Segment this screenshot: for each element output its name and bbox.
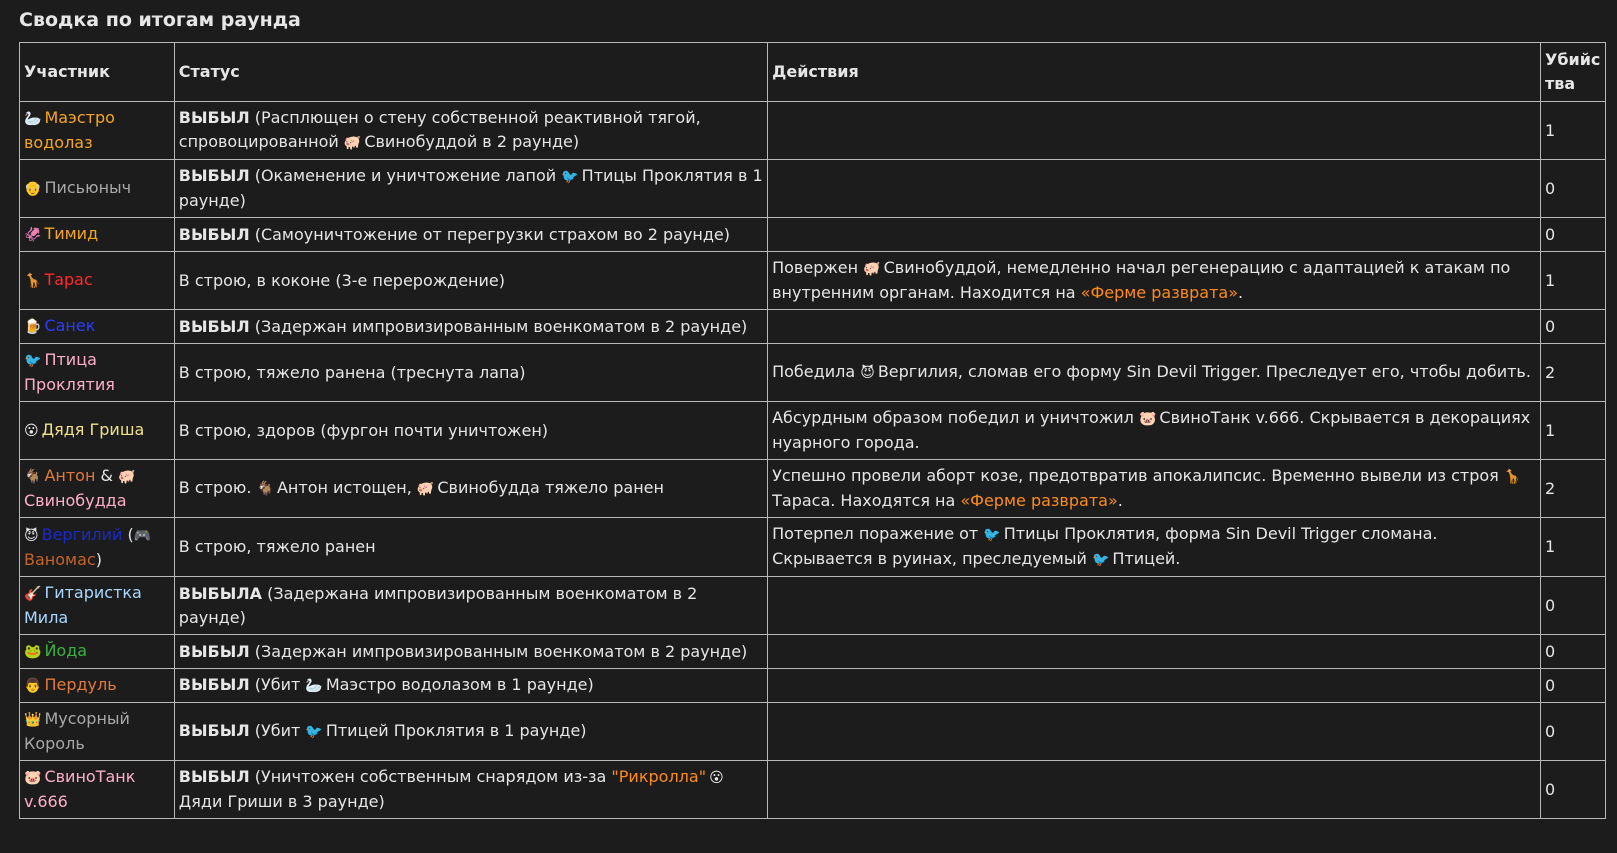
header-actions: Действия — [768, 43, 1541, 102]
status-label: ВЫБЫЛ — [178, 675, 250, 694]
bird-icon: 🐦 — [561, 169, 579, 185]
status-text: (Окаменение и уничтожение лапой — [249, 166, 562, 185]
actions-cell — [768, 102, 1541, 160]
status-text: (Расплющен о стену собственной реактивной тягой, спровоцированной — [178, 108, 701, 151]
table-row — [20, 460, 1606, 518]
kills-cell: 2 — [1540, 344, 1605, 402]
kills-cell: 2 — [1540, 460, 1605, 518]
header-kills: Убийства — [1540, 43, 1605, 102]
page-title: Сводка по итогам раунда — [19, 9, 301, 31]
participant-cell — [20, 703, 175, 761]
actions-text: Птицей. — [1112, 549, 1181, 568]
participant-name: Гитаристка Мила — [24, 583, 142, 627]
status-cell — [174, 635, 767, 669]
ampersand: & — [95, 466, 119, 485]
table-row — [20, 252, 1606, 310]
header-participant: Участник — [20, 43, 175, 102]
participant-name: Мусорный Король — [24, 709, 130, 753]
goat-icon: 🐐 — [256, 481, 274, 497]
status-text: (Задержан импровизированным военкоматом в 2 раунде) — [249, 316, 748, 336]
actions-text: . — [1117, 491, 1123, 510]
participant-cell — [20, 518, 175, 577]
participant-name: Птица Проклятия — [24, 350, 115, 394]
frog-icon: 🐸 — [24, 644, 42, 660]
farm-link[interactable]: «Ферме разврата» — [960, 491, 1118, 510]
crown-icon: 👑 — [24, 712, 42, 728]
participant-cell — [20, 310, 175, 344]
actions-cell — [768, 635, 1541, 669]
farm-link[interactable]: «Ферме разврата» — [1080, 283, 1239, 302]
swan-icon: 🦢 — [305, 678, 323, 694]
pig-face-icon: 🐷 — [24, 770, 42, 786]
participant-cell — [20, 252, 175, 310]
actions-cell — [768, 460, 1541, 518]
bird-icon: 🐦 — [305, 724, 323, 740]
actions-text: Абсурдным образом победил и уничтожил — [772, 408, 1139, 427]
squid-icon: 🦑 — [24, 227, 42, 243]
devil-icon: 😈 — [24, 527, 39, 544]
status-cell: В строю, тяжело ранен — [174, 518, 767, 577]
table-row — [20, 518, 1606, 577]
kills-cell: 0 — [1540, 669, 1605, 703]
bird-icon: 🐦 — [1091, 552, 1110, 568]
status-cell — [174, 102, 767, 160]
actions-text: Вергилия, сломав его форму Sin Devil Trigger. Преследует его, чтобы добить. — [877, 362, 1531, 381]
participant-name: Йода — [44, 641, 88, 660]
old-man-icon: 👴 — [24, 181, 42, 197]
table-header-row — [20, 43, 1606, 102]
beer-icon: 🍺 — [24, 319, 42, 335]
pig-icon: 🐖 — [416, 481, 435, 497]
kills-cell: 1 — [1540, 102, 1605, 160]
status-text: Свинобудда тяжело ранен — [437, 478, 664, 497]
actions-text: Потерпел поражение от — [772, 524, 984, 543]
status-text: Свинобуддой в 2 раунде) — [364, 132, 580, 151]
goat-icon: 🐐 — [24, 469, 42, 485]
actions-cell — [768, 310, 1541, 344]
pig-icon: 🐖 — [343, 135, 362, 151]
participant-cell — [20, 761, 175, 819]
status-label: ВЫБЫЛ — [178, 721, 250, 740]
actions-text: Свинобуддой, немедленно начал регенерацию с адаптацией к атакам по внутренним органам. Находится на — [772, 258, 1511, 302]
status-cell: В строю, тяжело ранена (треснута лапа) — [174, 344, 767, 402]
round-summary-table — [19, 42, 1606, 819]
face-icon: 😮 — [709, 770, 724, 786]
participant-cell — [20, 402, 175, 460]
header-status: Статус — [174, 43, 767, 102]
status-label: ВЫБЫЛ — [178, 641, 250, 661]
status-text: В строю. — [178, 478, 257, 497]
status-text: (Задержан импровизированным военкоматом в 2 раунде) — [249, 641, 748, 661]
status-cell — [174, 577, 767, 635]
actions-text: Победила — [772, 362, 861, 381]
actions-cell — [768, 518, 1541, 577]
actions-cell — [768, 669, 1541, 703]
bird-icon: 🐦 — [983, 527, 1001, 543]
table-row — [20, 577, 1606, 635]
actions-cell — [768, 703, 1541, 761]
status-cell: В строю, здоров (фургон почти уничтожен) — [174, 402, 767, 460]
status-text: (Убит — [249, 675, 306, 694]
participant-name: Санек — [44, 316, 96, 335]
pig-face-icon: 🐷 — [1138, 411, 1157, 427]
gamepad-icon: 🎮 — [133, 527, 152, 544]
participant-cell — [20, 102, 175, 160]
participant-name: Тарас — [44, 270, 93, 289]
table-row — [20, 402, 1606, 460]
participant-name: Пердуль — [44, 675, 117, 694]
kills-cell: 0 — [1540, 310, 1605, 344]
face-icon: 😮 — [24, 423, 39, 439]
pig-icon: 🐖 — [863, 261, 881, 277]
actions-cell — [768, 218, 1541, 252]
table-row — [20, 310, 1606, 344]
participant-name: Тимид — [44, 224, 99, 243]
table-row — [20, 669, 1606, 703]
swan-icon: 🦢 — [24, 111, 42, 127]
table-row — [20, 160, 1606, 218]
actions-text: Успешно провели аборт козе, предотвратив апокалипсис. Временно вывели из строя — [772, 466, 1504, 485]
participant-cell — [20, 669, 175, 703]
table-row — [20, 635, 1606, 669]
status-text: Птицы Проклятия в 1 раунде) — [178, 166, 763, 210]
participant-cell — [20, 218, 175, 252]
giraffe-icon: 🦒 — [1503, 469, 1522, 485]
bird-icon: 🐦 — [24, 353, 42, 369]
actions-text: Повержен — [772, 258, 864, 277]
kills-cell: 0 — [1540, 635, 1605, 669]
status-cell — [174, 460, 767, 518]
status-label: ВЫБЫЛ — [178, 108, 250, 127]
kills-cell: 1 — [1540, 402, 1605, 460]
status-cell — [174, 218, 767, 252]
participant-cell — [20, 160, 175, 218]
status-cell — [174, 669, 767, 703]
kills-cell: 0 — [1540, 218, 1605, 252]
participant-name: Дядя Гриша — [41, 420, 145, 439]
actions-text: СвиноТанк v.666. Скрывается в декорациях нуарного города. — [772, 408, 1531, 452]
participant-name: Маэстро водолаз — [24, 108, 115, 152]
participant-name: Письюныч — [44, 178, 132, 197]
status-cell: В строю, в коконе (3-е перерождение) — [174, 252, 767, 310]
paren-close: ) — [95, 549, 102, 569]
participant-cell — [20, 577, 175, 635]
table-row — [20, 703, 1606, 761]
status-text: Дяди Гриши в 3 раунде) — [178, 792, 385, 811]
participant-cell — [20, 635, 175, 669]
status-cell — [174, 761, 767, 819]
kills-cell: 0 — [1540, 761, 1605, 819]
actions-cell — [768, 160, 1541, 218]
status-cell — [174, 310, 767, 344]
actions-cell — [768, 252, 1541, 310]
actions-text: Тараса. Находятся на — [772, 491, 961, 510]
status-text: Антон истощен, — [276, 478, 417, 497]
status-text: (Задержана импровизированным военкоматом в 2 раунде) — [178, 583, 698, 627]
status-label: ВЫБЫЛА — [178, 583, 262, 603]
kills-cell: 0 — [1540, 160, 1605, 218]
participant-cell — [20, 344, 175, 402]
actions-text: Птицы Проклятия, форма Sin Devil Trigger сломана. Скрывается в руинах, преследуемый — [772, 524, 1438, 568]
pig-icon: 🐖 — [118, 469, 136, 485]
actions-cell — [768, 344, 1541, 402]
actions-cell — [768, 761, 1541, 819]
paren-open: ( — [122, 524, 134, 544]
actions-text: . — [1238, 283, 1244, 302]
participant-name: Антон — [44, 466, 96, 485]
participant-name: СвиноТанк v.666 — [24, 767, 136, 811]
participant-name: Вергилий — [41, 524, 123, 544]
participant-name: Свинобудда — [24, 491, 127, 510]
giraffe-icon: 🦒 — [24, 273, 42, 289]
status-cell — [174, 160, 767, 218]
kills-cell: 0 — [1540, 577, 1605, 635]
devil-icon: 😈 — [860, 365, 875, 381]
status-text: Птицей Проклятия в 1 раунде) — [325, 721, 587, 740]
status-text: (Самоуничтожение от перегрузки страхом во 2 раунде) — [249, 224, 731, 244]
status-label: ВЫБЫЛ — [178, 166, 250, 185]
kills-cell: 1 — [1540, 518, 1605, 577]
status-cell — [174, 703, 767, 761]
rickroll-link[interactable]: "Рикролла" — [611, 767, 707, 786]
table-row — [20, 344, 1606, 402]
guitar-icon: 🎸 — [24, 586, 42, 602]
participant-cell — [20, 460, 175, 518]
kills-cell: 1 — [1540, 252, 1605, 310]
participant-name: Ваномас — [24, 549, 96, 569]
status-label: ВЫБЫЛ — [178, 767, 250, 786]
actions-cell — [768, 577, 1541, 635]
actions-cell — [768, 402, 1541, 460]
status-text: (Уничтожен собственным снарядом из-за — [249, 767, 612, 786]
table-row — [20, 218, 1606, 252]
man-icon: 👨 — [24, 678, 42, 694]
status-label: ВЫБЫЛ — [178, 316, 250, 336]
status-label: ВЫБЫЛ — [178, 224, 250, 244]
table-row — [20, 761, 1606, 819]
status-text: Маэстро водолазом в 1 раунде) — [325, 675, 594, 694]
table-row — [20, 102, 1606, 160]
status-text: (Убит — [249, 721, 306, 740]
kills-cell: 0 — [1540, 703, 1605, 761]
